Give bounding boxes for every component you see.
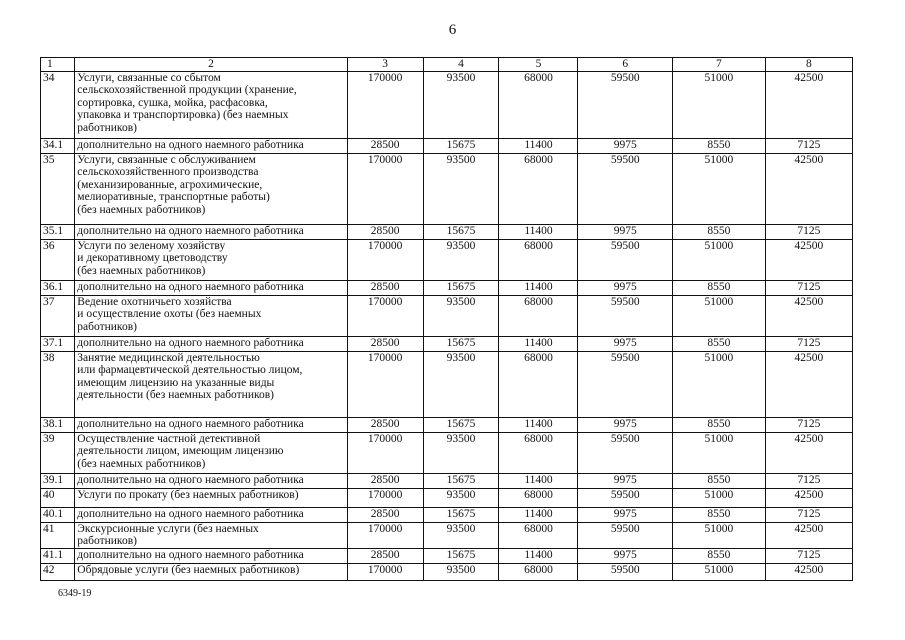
value-cell-col5: 11400	[499, 138, 578, 153]
value-cell-col7: 8550	[673, 336, 766, 351]
value-cell-col6: 59500	[578, 153, 673, 224]
description-line: Услуги по зеленому хозяйству	[77, 239, 226, 252]
value-cell-col7: 51000	[673, 71, 766, 138]
value-cell-col8: 7125	[765, 473, 852, 488]
row-number: 36.1	[41, 280, 75, 295]
value-cell-col7: 51000	[673, 239, 766, 280]
description-line: Осуществление частной детективной	[77, 432, 261, 445]
value-cell-col3: 28500	[347, 280, 423, 295]
row-number: 39	[41, 432, 75, 473]
description-line: и осуществление охоты (без наемных	[77, 308, 262, 321]
value-cell-col4: 15675	[423, 507, 499, 522]
description-line: дополнительно на одного наемного работника	[77, 548, 304, 561]
description-line: сортировка, сушка, мойка, расфасовка,	[77, 96, 268, 109]
value-cell-col5: 11400	[499, 473, 578, 488]
value-cell-col6: 9975	[578, 473, 673, 488]
value-cell-col5: 68000	[499, 432, 578, 473]
value-cell-col7: 8550	[673, 138, 766, 153]
value-cell-col5: 11400	[499, 336, 578, 351]
row-number: 42	[41, 563, 75, 580]
value-cell-col7: 8550	[673, 224, 766, 239]
description-line: или фармацевтической деятельностью лицом,	[77, 364, 303, 377]
value-cell-col3: 170000	[347, 351, 423, 417]
value-cell-col7: 51000	[673, 351, 766, 417]
description-line: работников)	[77, 121, 137, 134]
value-cell-col3: 170000	[347, 432, 423, 473]
table-row	[41, 71, 853, 138]
value-cell-col3: 28500	[347, 336, 423, 351]
value-cell-col6: 59500	[578, 563, 673, 580]
value-cell-col5: 68000	[499, 295, 578, 336]
value-cell-col3: 170000	[347, 522, 423, 548]
value-cell-col4: 15675	[423, 224, 499, 239]
value-cell-col6: 9975	[578, 224, 673, 239]
value-cell-col4: 93500	[423, 488, 499, 507]
service-description	[75, 295, 347, 336]
description-line: дополнительно на одного наемного работника	[77, 138, 304, 151]
value-cell-col7: 51000	[673, 295, 766, 336]
description-line: имеющим лицензию на указанные виды	[77, 376, 275, 389]
value-cell-col6: 59500	[578, 522, 673, 548]
service-description	[75, 71, 347, 138]
table-row	[41, 548, 853, 563]
value-cell-col6: 9975	[578, 548, 673, 563]
page-number: 6	[448, 22, 457, 38]
value-cell-col4: 15675	[423, 336, 499, 351]
value-cell-col8: 7125	[765, 280, 852, 295]
description-line: (без наемных работников)	[77, 264, 206, 277]
value-cell-col5: 68000	[499, 239, 578, 280]
service-description	[75, 153, 347, 224]
table-row	[41, 280, 853, 295]
value-cell-col4: 93500	[423, 71, 499, 138]
value-cell-col6: 59500	[578, 488, 673, 507]
table-row	[41, 295, 853, 336]
table-row	[41, 563, 853, 580]
value-cell-col4: 15675	[423, 473, 499, 488]
service-description	[75, 224, 347, 239]
description-line: Экскурсионные услуги (без наемных	[77, 522, 259, 535]
table-row	[41, 153, 853, 224]
value-cell-col6: 9975	[578, 280, 673, 295]
service-description	[75, 507, 347, 522]
description-line: Услуги по прокату (без наемных работников)	[77, 488, 299, 501]
value-cell-col5: 68000	[499, 153, 578, 224]
service-description	[75, 488, 347, 507]
value-cell-col4: 93500	[423, 432, 499, 473]
column-number-5: 5	[499, 58, 578, 72]
row-number: 38.1	[41, 417, 75, 432]
value-cell-col8: 42500	[765, 295, 852, 336]
description-line: работников)	[77, 320, 137, 333]
value-cell-col6: 9975	[578, 417, 673, 432]
column-number-3: 3	[347, 58, 423, 72]
description-line: работников)	[77, 535, 137, 548]
header-row	[41, 58, 853, 72]
table-row	[41, 336, 853, 351]
table-row	[41, 507, 853, 522]
value-cell-col8: 42500	[765, 239, 852, 280]
table-header	[41, 58, 853, 72]
table-row	[41, 473, 853, 488]
service-description	[75, 522, 347, 548]
value-cell-col4: 93500	[423, 522, 499, 548]
row-number: 34	[41, 71, 75, 138]
value-cell-col6: 59500	[578, 351, 673, 417]
description-line: Обрядовые услуги (без наемных работников)	[77, 563, 300, 576]
row-number: 34.1	[41, 138, 75, 153]
value-cell-col8: 42500	[765, 351, 852, 417]
value-cell-col5: 68000	[499, 522, 578, 548]
row-number: 38	[41, 351, 75, 417]
value-cell-col3: 170000	[347, 563, 423, 580]
description-line: (без наемных работников)	[77, 203, 206, 216]
value-cell-col4: 93500	[423, 295, 499, 336]
column-number-4: 4	[423, 58, 499, 72]
service-description	[75, 138, 347, 153]
value-cell-col8: 42500	[765, 522, 852, 548]
table-row	[41, 224, 853, 239]
value-cell-col3: 170000	[347, 239, 423, 280]
value-cell-col7: 51000	[673, 522, 766, 548]
value-cell-col7: 8550	[673, 473, 766, 488]
value-cell-col4: 15675	[423, 548, 499, 563]
value-cell-col4: 15675	[423, 138, 499, 153]
row-number: 37	[41, 295, 75, 336]
description-line: деятельности лицом, имеющим лицензию	[77, 445, 284, 458]
value-cell-col3: 28500	[347, 224, 423, 239]
value-cell-col8: 7125	[765, 417, 852, 432]
value-cell-col6: 9975	[578, 507, 673, 522]
value-cell-col5: 68000	[499, 563, 578, 580]
description-line: Услуги, связанные с обслуживанием	[77, 153, 256, 166]
table-row	[41, 351, 853, 417]
description-line: мелиоративные, транспортные работы)	[77, 191, 270, 204]
row-number: 41.1	[41, 548, 75, 563]
service-description	[75, 351, 347, 417]
description-line: дополнительно на одного наемного работника	[77, 473, 304, 486]
value-cell-col8: 42500	[765, 563, 852, 580]
value-cell-col6: 9975	[578, 138, 673, 153]
description-line: сельскохозяйственной продукции (хранение,	[77, 84, 297, 97]
row-number: 35.1	[41, 224, 75, 239]
table-row	[41, 432, 853, 473]
description-line: дополнительно на одного наемного работника	[77, 224, 304, 237]
value-cell-col5: 68000	[499, 488, 578, 507]
value-cell-col7: 51000	[673, 488, 766, 507]
column-number-6: 6	[578, 58, 673, 72]
value-cell-col5: 68000	[499, 351, 578, 417]
row-number: 40.1	[41, 507, 75, 522]
description-line: дополнительно на одного наемного работника	[77, 507, 304, 520]
description-line: деятельности (без наемных работников)	[77, 389, 274, 402]
value-cell-col6: 59500	[578, 239, 673, 280]
value-cell-col3: 28500	[347, 417, 423, 432]
column-number-8: 8	[765, 58, 852, 72]
value-cell-col3: 28500	[347, 548, 423, 563]
table-row	[41, 417, 853, 432]
description-line: и декоративному цветоводству	[77, 252, 228, 265]
row-number: 40	[41, 488, 75, 507]
table-row	[41, 488, 853, 507]
service-description	[75, 548, 347, 563]
value-cell-col5: 11400	[499, 280, 578, 295]
value-cell-col3: 170000	[347, 295, 423, 336]
column-number-2: 2	[75, 58, 347, 72]
value-cell-col6: 59500	[578, 71, 673, 138]
value-cell-col7: 51000	[673, 432, 766, 473]
value-cell-col8: 7125	[765, 507, 852, 522]
value-cell-col4: 93500	[423, 239, 499, 280]
value-cell-col4: 93500	[423, 563, 499, 580]
value-cell-col4: 15675	[423, 417, 499, 432]
value-cell-col8: 7125	[765, 336, 852, 351]
description-line: сельскохозяйственного производства	[77, 166, 259, 179]
document-code: 6349-19	[58, 588, 92, 599]
service-description	[75, 280, 347, 295]
value-cell-col5: 11400	[499, 548, 578, 563]
value-cell-col5: 11400	[499, 417, 578, 432]
table-row	[41, 138, 853, 153]
column-number-1: 1	[41, 58, 75, 72]
service-description	[75, 417, 347, 432]
service-description	[75, 239, 347, 280]
value-cell-col3: 28500	[347, 507, 423, 522]
description-line: упаковка и транспортировка) (без наемных	[77, 109, 289, 122]
row-number: 35	[41, 153, 75, 224]
description-line: Ведение охотничьего хозяйства	[77, 295, 232, 308]
service-description	[75, 473, 347, 488]
value-cell-col4: 93500	[423, 153, 499, 224]
value-cell-col7: 8550	[673, 507, 766, 522]
value-cell-col5: 11400	[499, 507, 578, 522]
description-line: Услуги, связанные со сбытом	[77, 71, 221, 84]
service-description	[75, 432, 347, 473]
table-row	[41, 522, 853, 548]
value-cell-col8: 7125	[765, 138, 852, 153]
value-cell-col3: 28500	[347, 138, 423, 153]
value-cell-col5: 68000	[499, 71, 578, 138]
value-cell-col7: 8550	[673, 548, 766, 563]
value-cell-col7: 51000	[673, 153, 766, 224]
value-cell-col7: 51000	[673, 563, 766, 580]
description-line: (без наемных работников)	[77, 457, 206, 470]
service-description	[75, 563, 347, 580]
service-description	[75, 336, 347, 351]
table-row	[41, 239, 853, 280]
description-line: (механизированные, агрохимические,	[77, 178, 263, 191]
table-body	[41, 71, 853, 580]
value-cell-col5: 11400	[499, 224, 578, 239]
value-cell-col7: 8550	[673, 280, 766, 295]
value-cell-col3: 170000	[347, 71, 423, 138]
description-line: дополнительно на одного наемного работника	[77, 336, 304, 349]
value-cell-col3: 170000	[347, 488, 423, 507]
row-number: 37.1	[41, 336, 75, 351]
value-cell-col8: 42500	[765, 153, 852, 224]
value-cell-col6: 59500	[578, 432, 673, 473]
value-cell-col4: 93500	[423, 351, 499, 417]
value-cell-col3: 28500	[347, 473, 423, 488]
row-number: 36	[41, 239, 75, 280]
value-cell-col8: 42500	[765, 432, 852, 473]
description-line: дополнительно на одного наемного работника	[77, 280, 304, 293]
value-cell-col8: 42500	[765, 488, 852, 507]
value-cell-col3: 170000	[347, 153, 423, 224]
value-cell-col8: 7125	[765, 224, 852, 239]
value-cell-col7: 8550	[673, 417, 766, 432]
tariff-table	[40, 57, 853, 581]
value-cell-col6: 59500	[578, 295, 673, 336]
value-cell-col4: 15675	[423, 280, 499, 295]
description-line: дополнительно на одного наемного работника	[77, 417, 304, 430]
row-number: 41	[41, 522, 75, 548]
row-number: 39.1	[41, 473, 75, 488]
value-cell-col8: 7125	[765, 548, 852, 563]
description-line: Занятие медицинской деятельностью	[77, 351, 260, 364]
column-number-7: 7	[673, 58, 766, 72]
value-cell-col8: 42500	[765, 71, 852, 138]
value-cell-col6: 9975	[578, 336, 673, 351]
